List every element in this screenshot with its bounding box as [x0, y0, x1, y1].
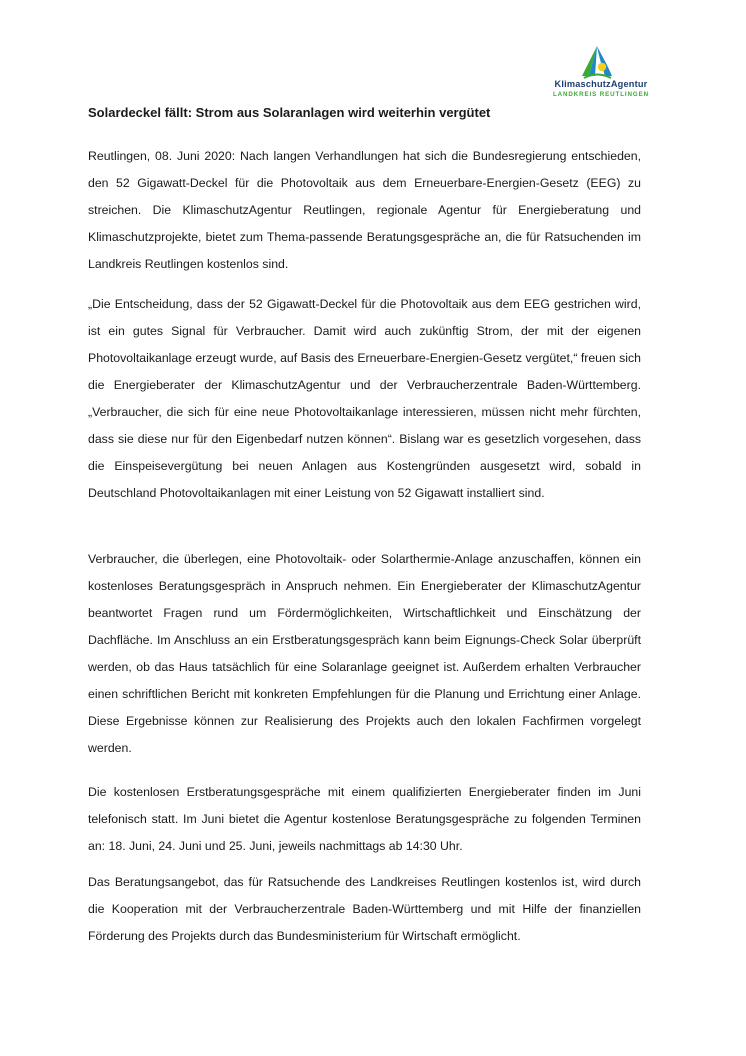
document-title: Solardeckel fällt: Strom aus Solaranlagen wird weiterhin vergütet [88, 105, 491, 120]
paragraph-1: Reutlingen, 08. Juni 2020: Nach langen Verhandlungen hat sich die Bundesregierung entschieden, den 52 Gigawatt-Deckel für die Photovoltaik aus dem Erneuerbare-Energien-Gesetz (EEG) zu streichen. Die KlimaschutzAgentur Reutlingen, regionale Agentur für Energieberatung und Klimaschutzprojekte, bietet zum Thema-passende Beratungsgespräche an, die für Ratsuchenden im Landkreis Reutlingen kostenlos sind. [88, 149, 641, 271]
klimaschutzagentur-logo-icon [578, 44, 616, 80]
paragraph-5: Das Beratungsangebot, das für Ratsuchende des Landkreises Reutlingen kostenlos ist, wird durch die Kooperation mit der Verbraucherzentrale Baden-Württemberg und mit Hilfe der finanziellen Förderung des Projekts durch das Bundesministerium für Wirtschaft ermöglicht. [88, 875, 641, 943]
paragraph-4: Die kostenlosen Erstberatungsgespräche mit einem qualifizierten Energieberater finden im Juni telefonisch statt. Im Juni bietet die Agentur kostenlose Beratungsgespräche zu folgenden Terminen an: 18. Juni, 24. Juni und 25. Juni, jeweils nachmittags ab 14:30 Uhr. [88, 785, 641, 853]
paragraph-3: Verbraucher, die überlegen, eine Photovoltaik- oder Solarthermie-Anlage anzuschaffen, können ein kostenloses Beratungsgespräch in Anspruch nehmen. Ein Energieberater der KlimaschutzAgentur beantwortet Fragen rund um Fördermöglichkeiten, Wirtschaftlichkeit und Einschätzung der Dachfläche. Im Anschluss an ein Erstberatungsgespräch kann beim Eignungs-Check Solar überprüft werden, ob das Haus tatsächlich für eine Solaranlage geeignet ist. Außerdem erhalten Verbraucher einen schriftlichen Bericht mit konkreten Empfehlungen für die Planung und Errichtung einer Anlage. Diese Ergebnisse können zur Realisierung des Projekts auch den lokalen Fachfirmen vorgelegt werden. [88, 552, 641, 755]
logo-subtitle: LANDKREIS REUTLINGEN [552, 91, 650, 98]
logo-brand-name: KlimaschutzAgentur [554, 79, 648, 89]
klimaschutzagentur-logo [546, 44, 656, 100]
paragraph-2: „Die Entscheidung, dass der 52 Gigawatt-Deckel für die Photovoltaik aus dem EEG gestrichen wird, ist ein gutes Signal für Verbraucher. Damit wird auch zukünftig Strom, der mit der eigenen Photovoltaikanlage erzeugt wurde, auf Basis des Erneuerbare-Energien-Gesetz vergütet,“ freuen sich die Energieberater der KlimaschutzAgentur und der Verbraucherzentrale Baden-Württemberg. „Verbraucher, die sich für eine neue Photovoltaikanlage interessieren, müssen nicht mehr fürchten, dass sie diese nur für den Eigenbedarf nutzen können“. Bislang war es gesetzlich vorgesehen, dass die Einspeisevergütung bei neuen Anlagen aus Kostengründen ausgesetzt wird, sobald in Deutschland Photovoltaikanlagen mit einer Leistung von 52 Gigawatt installiert sind. [88, 297, 641, 500]
